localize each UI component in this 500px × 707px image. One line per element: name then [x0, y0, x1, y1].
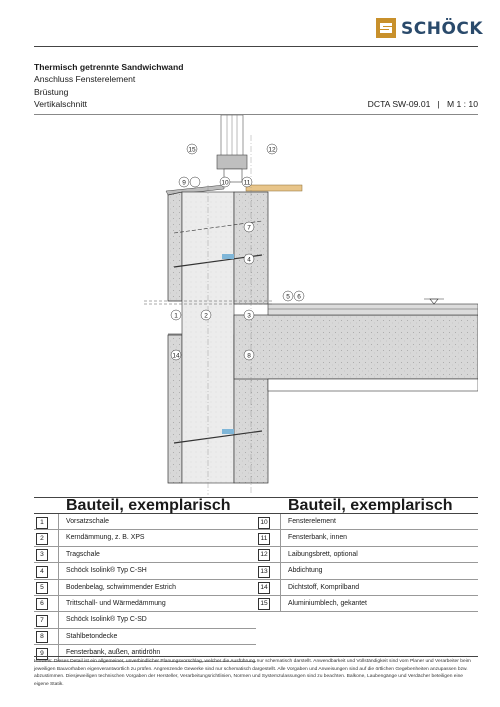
legend-number: 10: [258, 517, 270, 529]
window-element: [217, 115, 247, 182]
marker-8: [244, 350, 254, 360]
detail-reference: DCTA SW-09.01 | M 1 : 10: [367, 99, 478, 109]
connector-sleeve-lower: [222, 429, 234, 434]
outer-leaf-upper: [168, 192, 182, 301]
svg-text:12: 12: [268, 146, 276, 154]
legend-row: [34, 530, 256, 546]
marker-12: [267, 144, 277, 154]
legend-number: 9: [36, 648, 48, 660]
footer-rule: [34, 656, 478, 657]
marker-9: [179, 177, 189, 187]
legend-number: 6: [36, 598, 48, 610]
detail-subtitle-3: Vertikalschnitt: [34, 99, 88, 110]
legend-label: Aluminiumblech, gekantet: [288, 599, 367, 607]
level-symbol: [430, 299, 438, 304]
svg-text:4: 4: [247, 256, 251, 264]
legend-number: 1: [36, 517, 48, 529]
svg-text:5: 5: [286, 293, 290, 301]
legend-row: [256, 563, 478, 579]
legend-label: Tragschale: [66, 550, 100, 558]
svg-text:8: 8: [247, 352, 251, 360]
marker-7: [244, 222, 254, 232]
legend-row: [256, 530, 478, 546]
legend-label: Laibungsbrett, optional: [288, 550, 358, 558]
detail-subtitle-2: Brüstung: [34, 86, 69, 97]
legend-label: Schöck Isolink® Typ C-SH: [66, 567, 147, 575]
legend-number: 5: [36, 582, 48, 594]
schoeck-logo-icon: [376, 18, 396, 38]
svg-text:6: 6: [297, 293, 301, 301]
svg-text:14: 14: [172, 352, 180, 360]
legend-row: [256, 580, 478, 596]
marker-4: [244, 254, 254, 264]
svg-text:15: 15: [188, 146, 196, 154]
legend-label: Trittschall- und Wärmedämmung: [66, 599, 166, 607]
legend-row: [34, 596, 256, 612]
legend-row: [34, 629, 256, 645]
marker-2: [201, 310, 211, 320]
legend-label: Bodenbelag, schwimmender Estrich: [66, 583, 176, 591]
section-drawing: [34, 115, 478, 495]
legend-label: Fensterbank, außen, antidröhn: [66, 649, 161, 657]
concrete-slab: [234, 315, 478, 379]
marker-11: [242, 177, 252, 187]
marker-13: [190, 177, 200, 187]
legend-number: 11: [258, 533, 270, 545]
marker-3: [244, 310, 254, 320]
legend-row: [256, 596, 478, 612]
header-rule: [34, 46, 478, 47]
legend-label: Vorsatzschale: [66, 518, 109, 525]
legend-left: [34, 497, 256, 662]
legend-label: Abdichtung: [288, 567, 323, 575]
floor-screed: [268, 304, 478, 315]
disclaimer-note: Hinweis: Dieses Detail ist ein allgemeiner, unverbindlicher Planungsvorschlag, welcher die Ausführung nur schematisch darstellt. Anwendbarkeit und Vollständigkeit sind vom Planer und Verarbeiter beim jeweiligen Bauvorhaben eigenverantwortlich zu prüfen. Angrenzende Gewerke sind nur schematisch dargestellt. Alle Vorgaben und Anweisungen sind auf die örtlichen Gegebenheiten anzupassen bzw. abzustimmen. Diesjeweiligen technischen Vorgaben der Hersteller, Verarbeitungsrichtlinien, Normen und Systemzulassungen sind zu beachten. Balkone, Laubengänge und Verdächer beteiligen eine eigene Statik.: [34, 659, 471, 687]
marker-10: [220, 177, 230, 187]
legend-number: 7: [36, 615, 48, 627]
svg-text:2: 2: [204, 312, 208, 320]
legend-number: 2: [36, 533, 48, 545]
svg-text:3: 3: [247, 312, 251, 320]
legend-label: Stahlbetondecke: [66, 632, 118, 640]
marker-1: [171, 310, 181, 320]
legend-label: Dichtstoff, Komprilband: [288, 583, 360, 591]
legend-right: [256, 497, 478, 612]
legend-row: [34, 563, 256, 579]
schoeck-logo: [376, 18, 484, 40]
legend-number: 13: [258, 566, 270, 578]
legend-row: [256, 547, 478, 563]
legend-row: [34, 612, 256, 628]
inner-window-sill: [246, 185, 302, 191]
legend-number: 15: [258, 598, 270, 610]
legend-number: 4: [36, 566, 48, 578]
legend-number: 8: [36, 631, 48, 643]
svg-text:7: 7: [247, 224, 251, 232]
legend-label: Fensterelement: [288, 518, 336, 525]
legend-row: [256, 514, 478, 530]
legend-label: Kerndämmung, z. B. XPS: [66, 534, 145, 542]
legend-label: Fensterbank, innen: [288, 534, 347, 542]
svg-text:1: 1: [174, 312, 178, 320]
detail-title: Thermisch getrennte Sandwichwand: [34, 62, 184, 72]
legend-left-header: Bauteil, exemplarisch: [34, 497, 256, 514]
marker-5: [283, 291, 293, 301]
svg-text:10: 10: [221, 179, 229, 187]
legend-number: 14: [258, 582, 270, 594]
brand-name: SCHÖCK: [401, 19, 484, 39]
legend-number: 12: [258, 549, 270, 561]
connector-sleeve-upper: [222, 254, 234, 259]
marker-14: [171, 350, 181, 360]
legend-row: [34, 547, 256, 563]
legend-row: [34, 514, 256, 530]
marker-6: [294, 291, 304, 301]
legend-label: Schöck Isolink® Typ C-SD: [66, 616, 147, 624]
svg-text:11: 11: [243, 179, 251, 187]
marker-15: [187, 144, 197, 154]
detail-subtitle-1: Anschluss Fensterelement: [34, 74, 136, 85]
slab-underside: [268, 379, 478, 391]
legend-row: [34, 580, 256, 596]
legend-right-header: Bauteil, exemplarisch: [256, 497, 478, 514]
svg-text:9: 9: [182, 179, 186, 187]
legend-number: 3: [36, 549, 48, 561]
